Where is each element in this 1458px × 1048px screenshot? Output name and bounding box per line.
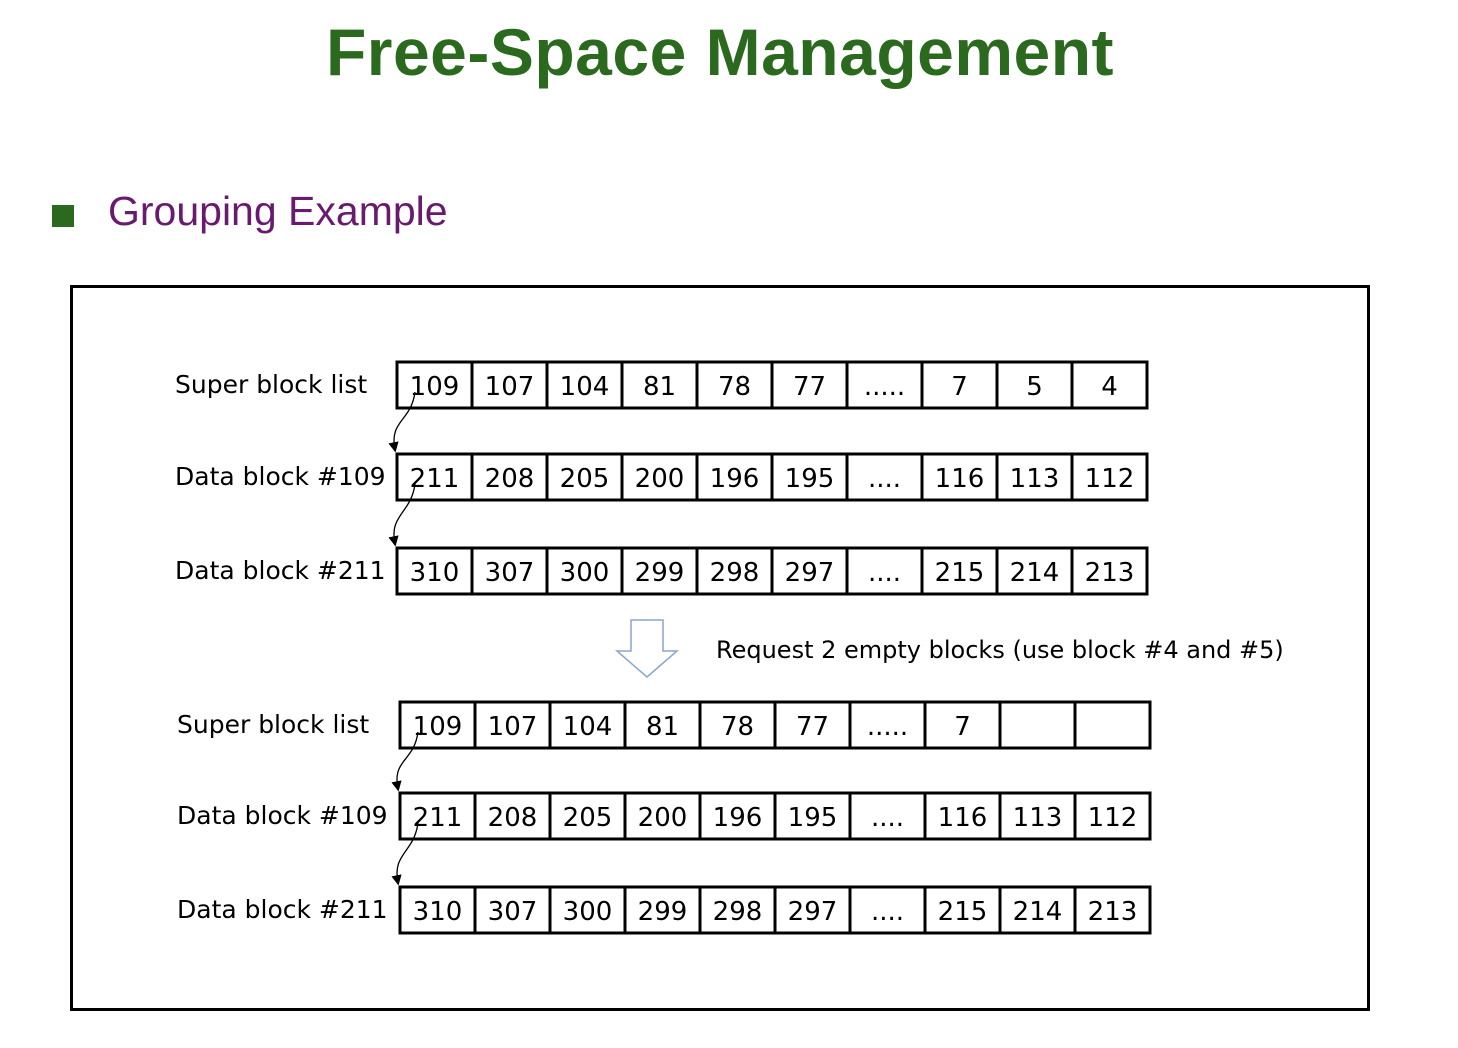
block-number: 298 <box>712 897 763 927</box>
block-number: 299 <box>637 897 688 927</box>
block-number: 200 <box>634 464 685 494</box>
block-number: 214 <box>1012 897 1063 927</box>
block-number: 81 <box>642 372 677 402</box>
block-number: 109 <box>412 712 463 742</box>
block-cell <box>1000 702 1075 748</box>
block-number: 299 <box>634 558 685 588</box>
row-label: Data block #211 <box>175 556 386 585</box>
block-number: 200 <box>637 803 688 833</box>
block-number: 113 <box>1009 464 1060 494</box>
slide-title: Free-Space Management <box>325 15 1115 89</box>
block-number: 107 <box>484 372 535 402</box>
block-number: 213 <box>1084 558 1135 588</box>
block-number: 113 <box>1012 803 1063 833</box>
block-cell <box>1075 702 1150 748</box>
block-number: 7 <box>951 372 968 402</box>
block-number: ..... <box>863 372 906 402</box>
block-number: 211 <box>412 803 463 833</box>
block-number: 300 <box>559 558 610 588</box>
block-number: 307 <box>484 558 535 588</box>
row-label: Data block #109 <box>175 462 386 491</box>
block-number: 310 <box>409 558 460 588</box>
block-number: 214 <box>1009 558 1060 588</box>
block-number: 104 <box>559 372 610 402</box>
block-number: 215 <box>937 897 988 927</box>
block-number: 195 <box>787 803 838 833</box>
block-number: .... <box>867 558 902 588</box>
block-number: 81 <box>645 712 680 742</box>
row-label: Super block list <box>177 710 370 739</box>
bullet-heading: Grouping Example <box>108 188 448 234</box>
block-number: 297 <box>784 558 835 588</box>
block-number: ..... <box>866 712 909 742</box>
block-number: 196 <box>709 464 760 494</box>
block-number: 116 <box>934 464 985 494</box>
block-number: 298 <box>709 558 760 588</box>
block-number: 116 <box>937 803 988 833</box>
block-number: 205 <box>559 464 610 494</box>
block-number: 310 <box>412 897 463 927</box>
block-number: 208 <box>484 464 535 494</box>
down-arrow-icon <box>617 620 677 677</box>
row-label: Super block list <box>175 370 368 399</box>
block-number: 196 <box>712 803 763 833</box>
block-number: 307 <box>487 897 538 927</box>
block-number: .... <box>870 803 905 833</box>
block-number: 213 <box>1087 897 1138 927</box>
block-number: 109 <box>409 372 460 402</box>
block-number: 297 <box>787 897 838 927</box>
block-number: 211 <box>409 464 460 494</box>
block-number: 78 <box>717 372 752 402</box>
block-number: 77 <box>795 712 830 742</box>
block-number: 104 <box>562 712 613 742</box>
block-number: .... <box>870 897 905 927</box>
request-caption: Request 2 empty blocks (use block #4 and #5) <box>716 636 1284 664</box>
block-number: 7 <box>954 712 971 742</box>
block-number: 4 <box>1101 372 1118 402</box>
block-number: 195 <box>784 464 835 494</box>
block-number: 215 <box>934 558 985 588</box>
block-number: 78 <box>720 712 755 742</box>
block-number: 77 <box>792 372 827 402</box>
block-number: 300 <box>562 897 613 927</box>
row-label: Data block #109 <box>177 801 388 830</box>
block-number: 5 <box>1026 372 1043 402</box>
row-label: Data block #211 <box>177 895 388 924</box>
block-number: 112 <box>1087 803 1138 833</box>
block-number: 205 <box>562 803 613 833</box>
block-number: 112 <box>1084 464 1135 494</box>
block-number: 107 <box>487 712 538 742</box>
block-number: 208 <box>487 803 538 833</box>
block-number: .... <box>867 464 902 494</box>
